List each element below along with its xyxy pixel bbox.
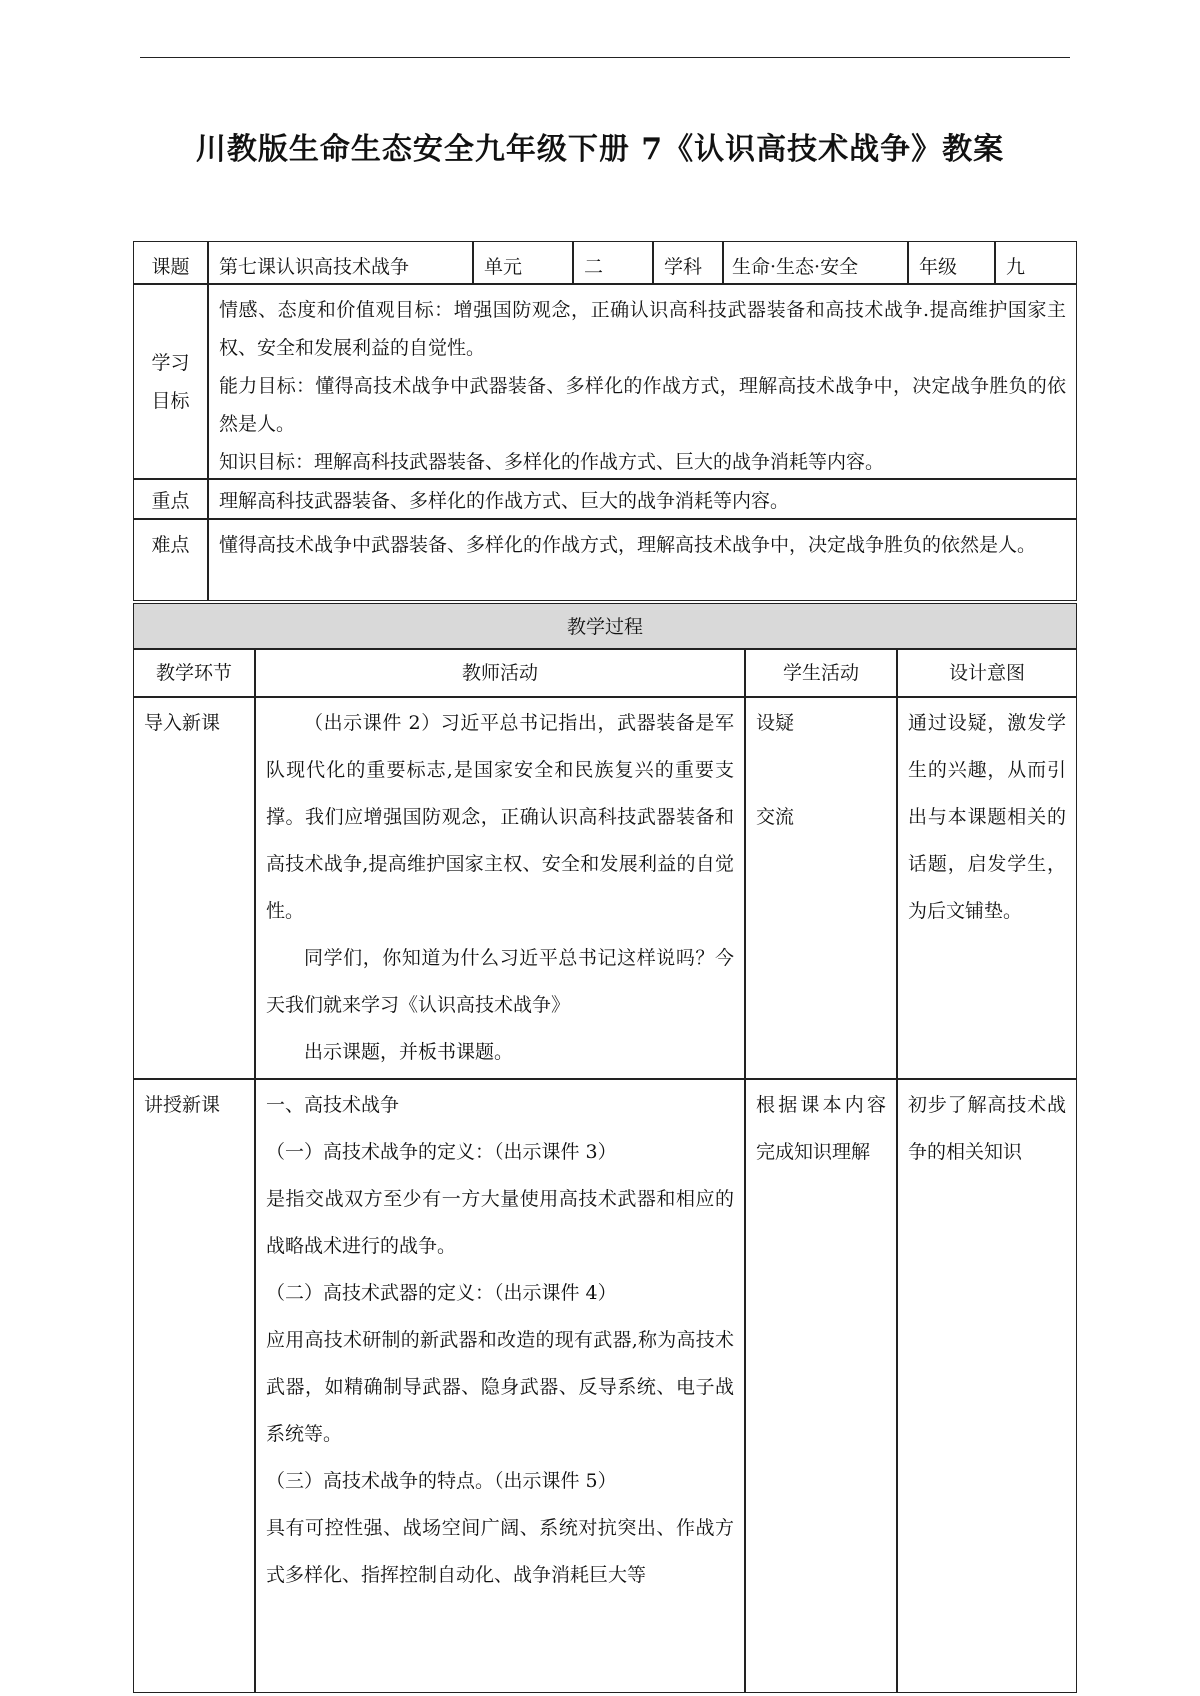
lesson-plan-table: [133, 241, 1077, 1693]
stage-intro: 导入新课: [133, 697, 255, 1079]
teacher-intro-para-2: 同学们，你知道为什么习近平总书记这样说吗？今天我们就来学习《认识高技术战争》: [266, 947, 734, 1016]
teacher-intro-para-3: 出示课题，并板书课题。: [304, 1041, 514, 1063]
design-intent-new-lesson: 初步了解高技术战争的相关知识: [897, 1079, 1077, 1693]
objectives-label-line2: 目标: [151, 389, 190, 412]
student-activity-new-lesson: 根据课本内容完成知识理解: [745, 1079, 897, 1693]
column-header-teacher: 教师活动: [255, 649, 745, 697]
difficulty-text: 懂得高技术战争中武器装备、多样化的作战方式，理解高技术战争中，决定战争胜负的依然是人。: [208, 519, 1077, 601]
objective-ability: 能力目标：懂得高技术战争中武器装备、多样化的作战方式，理解高技术战争中，决定战争胜负的依然是人。: [219, 375, 1066, 435]
design-intent-intro: 通过设疑，激发学生的兴趣，从而引出与本课题相关的话题，启发学生，为后文铺垫。: [897, 697, 1077, 1079]
student-intro-item-2: 交流: [756, 806, 795, 828]
teacher-activity-intro: [255, 697, 745, 1079]
teacher-intro-para-1: （出示课件 2）习近平总书记指出，武器装备是军队现代化的重要标志,是国家安全和民族复兴的重要支撑。我们应增强国防观念，正确认识高科技武器装备和高技术战争,提高维护国家主权、安全和发展利益的自觉性。: [266, 712, 734, 922]
objectives-content: [208, 284, 1077, 479]
objective-knowledge: 知识目标：理解高科技武器装备、多样化的作战方式、巨大的战争消耗等内容。: [219, 451, 885, 473]
page-title: 川教版生命生态安全九年级下册 7《认识高技术战争》教案: [195, 132, 1005, 167]
topic-value: 第七课认识高技术战争: [208, 241, 473, 284]
student-intro-item-1: 设疑: [756, 712, 795, 734]
column-header-student: 学生活动: [745, 649, 897, 697]
stage-new-lesson: 讲授新课: [133, 1079, 255, 1693]
grade-value: 九: [995, 241, 1077, 284]
objectives-label-line1: 学习: [151, 351, 190, 374]
header-rule: [140, 57, 1070, 58]
difficulty-label: 难点: [133, 519, 208, 601]
objectives-label: [133, 284, 208, 479]
objective-emotion: 情感、态度和价值观目标：增强国防观念，正确认识高科技武器装备和高技术战争.提高维护国家主权、安全和发展利益的自觉性。: [219, 299, 1066, 359]
grade-label: 年级: [908, 241, 995, 284]
subject-value: 生命·生态·安全: [723, 241, 908, 284]
teacher-lesson-line-6: （三）高技术战争的特点。（出示课件 5）: [266, 1470, 617, 1492]
key-point-label: 重点: [133, 479, 208, 519]
teacher-lesson-line-5: 应用高技术研制的新武器和改造的现有武器,称为高技术武器，如精确制导武器、隐身武器、反导系统、电子战系统等。: [266, 1329, 734, 1445]
teacher-lesson-line-4: （二）高技术武器的定义：（出示课件 4）: [266, 1282, 617, 1304]
key-point-text: 理解高科技武器装备、多样化的作战方式、巨大的战争消耗等内容。: [208, 479, 1077, 519]
subject-label: 学科: [653, 241, 723, 284]
teacher-lesson-line-3: 是指交战双方至少有一方大量使用高技术武器和相应的战略战术进行的战争。: [266, 1188, 734, 1257]
teacher-activity-new-lesson: [255, 1079, 745, 1693]
column-header-stage: 教学环节: [133, 649, 255, 697]
unit-value: 二: [573, 241, 653, 284]
teacher-lesson-line-2: （一）高技术战争的定义：（出示课件 3）: [266, 1141, 617, 1163]
column-header-intent: 设计意图: [897, 649, 1077, 697]
unit-label: 单元: [473, 241, 573, 284]
process-header: 教学过程: [133, 603, 1077, 649]
teacher-lesson-line-7: 具有可控性强、战场空间广阔、系统对抗突出、作战方式多样化、指挥控制自动化、战争消耗巨大等: [266, 1517, 734, 1586]
student-activity-intro: [745, 697, 897, 1079]
teacher-lesson-line-1: 一、高技术战争: [266, 1094, 400, 1116]
topic-label: 课题: [133, 241, 208, 284]
